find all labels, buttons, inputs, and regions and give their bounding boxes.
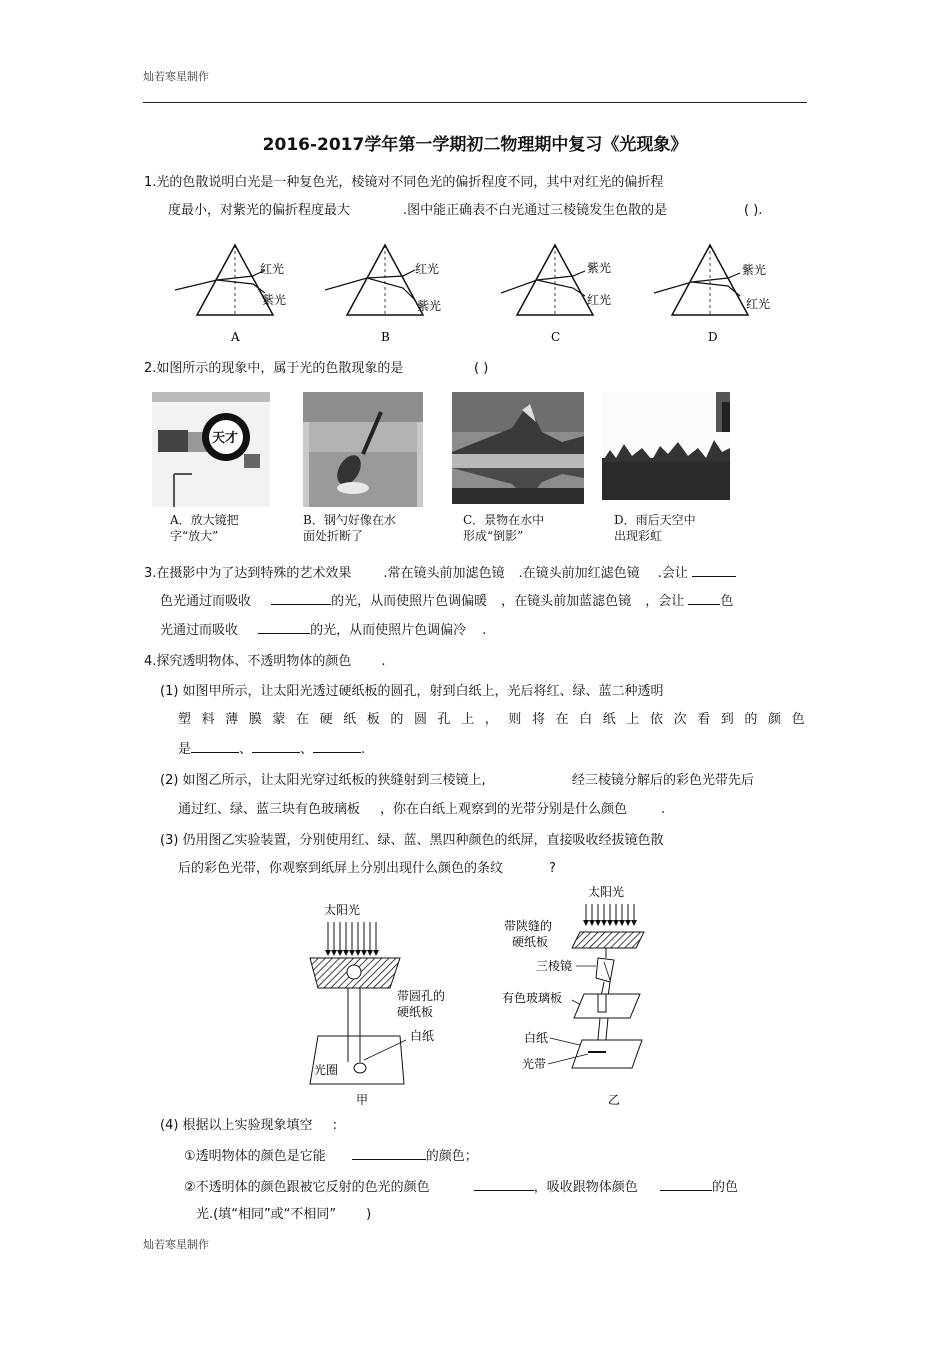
fig-yi-prism-label: 三棱镜 xyxy=(536,959,573,973)
q3-line2: 色光通过而吸收 的光，从而使照片色调偏暖 ，在镜头前加蓝滤色镜 ，会让 色 xyxy=(160,594,734,609)
q4-p4: (4) 根据以上实验现象填空 : xyxy=(160,1118,337,1133)
q4-blank-4[interactable] xyxy=(352,1147,426,1160)
q4-intro: 4.探究透明物体、不透明物体的颜色 . xyxy=(144,654,386,669)
fig-yi-sun-label: 太阳光 xyxy=(588,885,625,899)
q3-blank-2[interactable] xyxy=(271,592,331,605)
header-rule xyxy=(143,102,807,103)
prism-b-top-label: 红光 xyxy=(415,262,440,276)
header-watermark: 灿若寒星制作 xyxy=(143,70,209,83)
q4-p1a: (1) 如图甲所示，让太阳光透过硬纸板的圆孔，射到白纸上，光后将红、绿、蓝二种透明 xyxy=(160,684,664,699)
q1-line2a: 度最小，对紫光的偏折程度最大 xyxy=(168,203,351,218)
q2-photo-a-text: 天才 xyxy=(212,431,239,446)
fig-yi xyxy=(492,882,672,1108)
fig-yi-paper-label: 白纸 xyxy=(524,1031,549,1045)
fig-yi-board-label-1: 带陕缝的 xyxy=(504,919,553,933)
q2-photo-c xyxy=(452,392,584,504)
q3-blank-4[interactable] xyxy=(258,621,310,634)
q1-line1: 1.光的色散说明白光是一种复色光，棱镜对不同色光的偏折程度不同，其中对红光的偏折程 xyxy=(144,175,664,190)
q4-p1b: 塑料薄膜蒙在硬纸板的圆孔上，则将在白纸上依次看到的颜色 xyxy=(178,712,816,727)
q2-caption-a: A．放大镜把 字“放大” xyxy=(170,513,239,543)
q4-p2c: 通过红、绿、蓝三块有色玻璃板 ，你在白纸上观察到的光带分别是什么颜色 . xyxy=(178,802,666,817)
page-title: 2016-2017学年第一学期初二物理期中复习《光现象》 xyxy=(262,135,688,155)
q4-blank-3[interactable] xyxy=(313,740,361,753)
footer-watermark: 灿若寒星制作 xyxy=(143,1238,209,1251)
q4-s1: ①透明物体的颜色是它能 的颜色； xyxy=(184,1149,478,1164)
fig-yi-board-label-2: 硬纸板 xyxy=(512,935,549,949)
prism-c-bottom-label: 红光 xyxy=(587,293,612,307)
q2-caption-c: C．景物在水中 形成“倒影” xyxy=(463,513,545,543)
prism-a-letter: A xyxy=(231,330,240,344)
q4-p3a: (3) 仍用图乙实验装置，分别使用红、绿、蓝、黑四种颜色的纸屏，直接吸收经拔镜色散 xyxy=(160,833,664,848)
q2-caption-b: B．钢勺好像在水 面处折断了 xyxy=(303,513,396,543)
prism-a xyxy=(175,245,286,344)
fig-jia-board-label-1: 带圆孔的 xyxy=(397,989,446,1003)
fig-jia-paper-label: 白纸 xyxy=(410,1029,435,1043)
q2-paren: ( ) xyxy=(474,361,489,376)
q4-blank-5[interactable] xyxy=(474,1178,534,1191)
prism-b-letter: B xyxy=(381,330,390,344)
fig-yi-glass-label: 有色玻璃板 xyxy=(502,991,563,1005)
q3-blank-3[interactable] xyxy=(688,592,720,605)
q2-photo-a xyxy=(152,392,270,507)
prism-a-top-label: 红光 xyxy=(260,262,285,276)
fig-jia-caption: 甲 xyxy=(356,1093,369,1107)
q1-paren: ( ). xyxy=(744,203,763,218)
fig-jia-spot-label: 光圈 xyxy=(314,1063,339,1077)
q4-blank-1[interactable] xyxy=(191,740,239,753)
q4-p1c: 是 、 、 . xyxy=(178,742,366,757)
prism-d-top-label: 紫光 xyxy=(742,263,767,277)
prism-d-letter: D xyxy=(708,330,718,344)
fig-jia xyxy=(300,898,450,1108)
q4-blank-2[interactable] xyxy=(252,740,300,753)
q2-photo-d xyxy=(602,392,730,500)
q4-s2: ②不透明体的颜色跟被它反射的色光的颜色 ，吸收跟物体颜色 的色 xyxy=(184,1180,738,1195)
prism-c-letter: C xyxy=(551,330,561,344)
q4-blank-6[interactable] xyxy=(660,1178,712,1191)
prism-a-bottom-label: 紫光 xyxy=(262,293,287,307)
q4-p2a: (2) 如图乙所示，让太阳光穿过纸板的狭缝射到三棱镜上, xyxy=(160,773,486,788)
prism-c-top-label: 紫光 xyxy=(587,261,612,275)
prism-b-bottom-label: 紫光 xyxy=(417,299,442,313)
fig-jia-sun-label: 太阳光 xyxy=(324,903,361,917)
q3-blank-1[interactable] xyxy=(692,564,736,577)
q4-p3b: 后的彩色光带，你观察到纸屏上分别出现什么颜色的条纹 ? xyxy=(178,861,556,876)
q3-line1: 3.在摄影中为了达到特殊的艺术效果 .常在镜头前加滤色镜 .在镜头前加红滤色镜 .会让 xyxy=(144,564,736,583)
prism-d xyxy=(654,245,770,344)
prism-d-bottom-label: 红光 xyxy=(746,297,771,311)
q4-s3: 光.(填“相同”或“不相同” ) xyxy=(196,1207,372,1222)
q4-p2b: 经三棱镜分解后的彩色光带先后 xyxy=(572,773,755,788)
fig-yi-band-label: 光带 xyxy=(522,1057,547,1071)
q1-line2b: .图中能正确表不白光通过三棱镜发生色散的是 xyxy=(403,203,668,218)
q2-caption-d: D．雨后天空中 出现彩虹 xyxy=(614,513,696,543)
fig-jia-board-label-2: 硬纸板 xyxy=(397,1005,434,1019)
fig-yi-caption: 乙 xyxy=(608,1093,621,1107)
q3-line3: 光通过而吸收 的光，从而使照片色调偏冷 . xyxy=(160,623,487,638)
q2-photo-b xyxy=(303,392,423,507)
prism-b xyxy=(325,245,441,344)
prism-c xyxy=(501,245,611,344)
q1-prism-figure xyxy=(165,238,785,348)
q2-line: 2.如图所示的现象中，属于光的色散现象的是 xyxy=(144,361,404,376)
